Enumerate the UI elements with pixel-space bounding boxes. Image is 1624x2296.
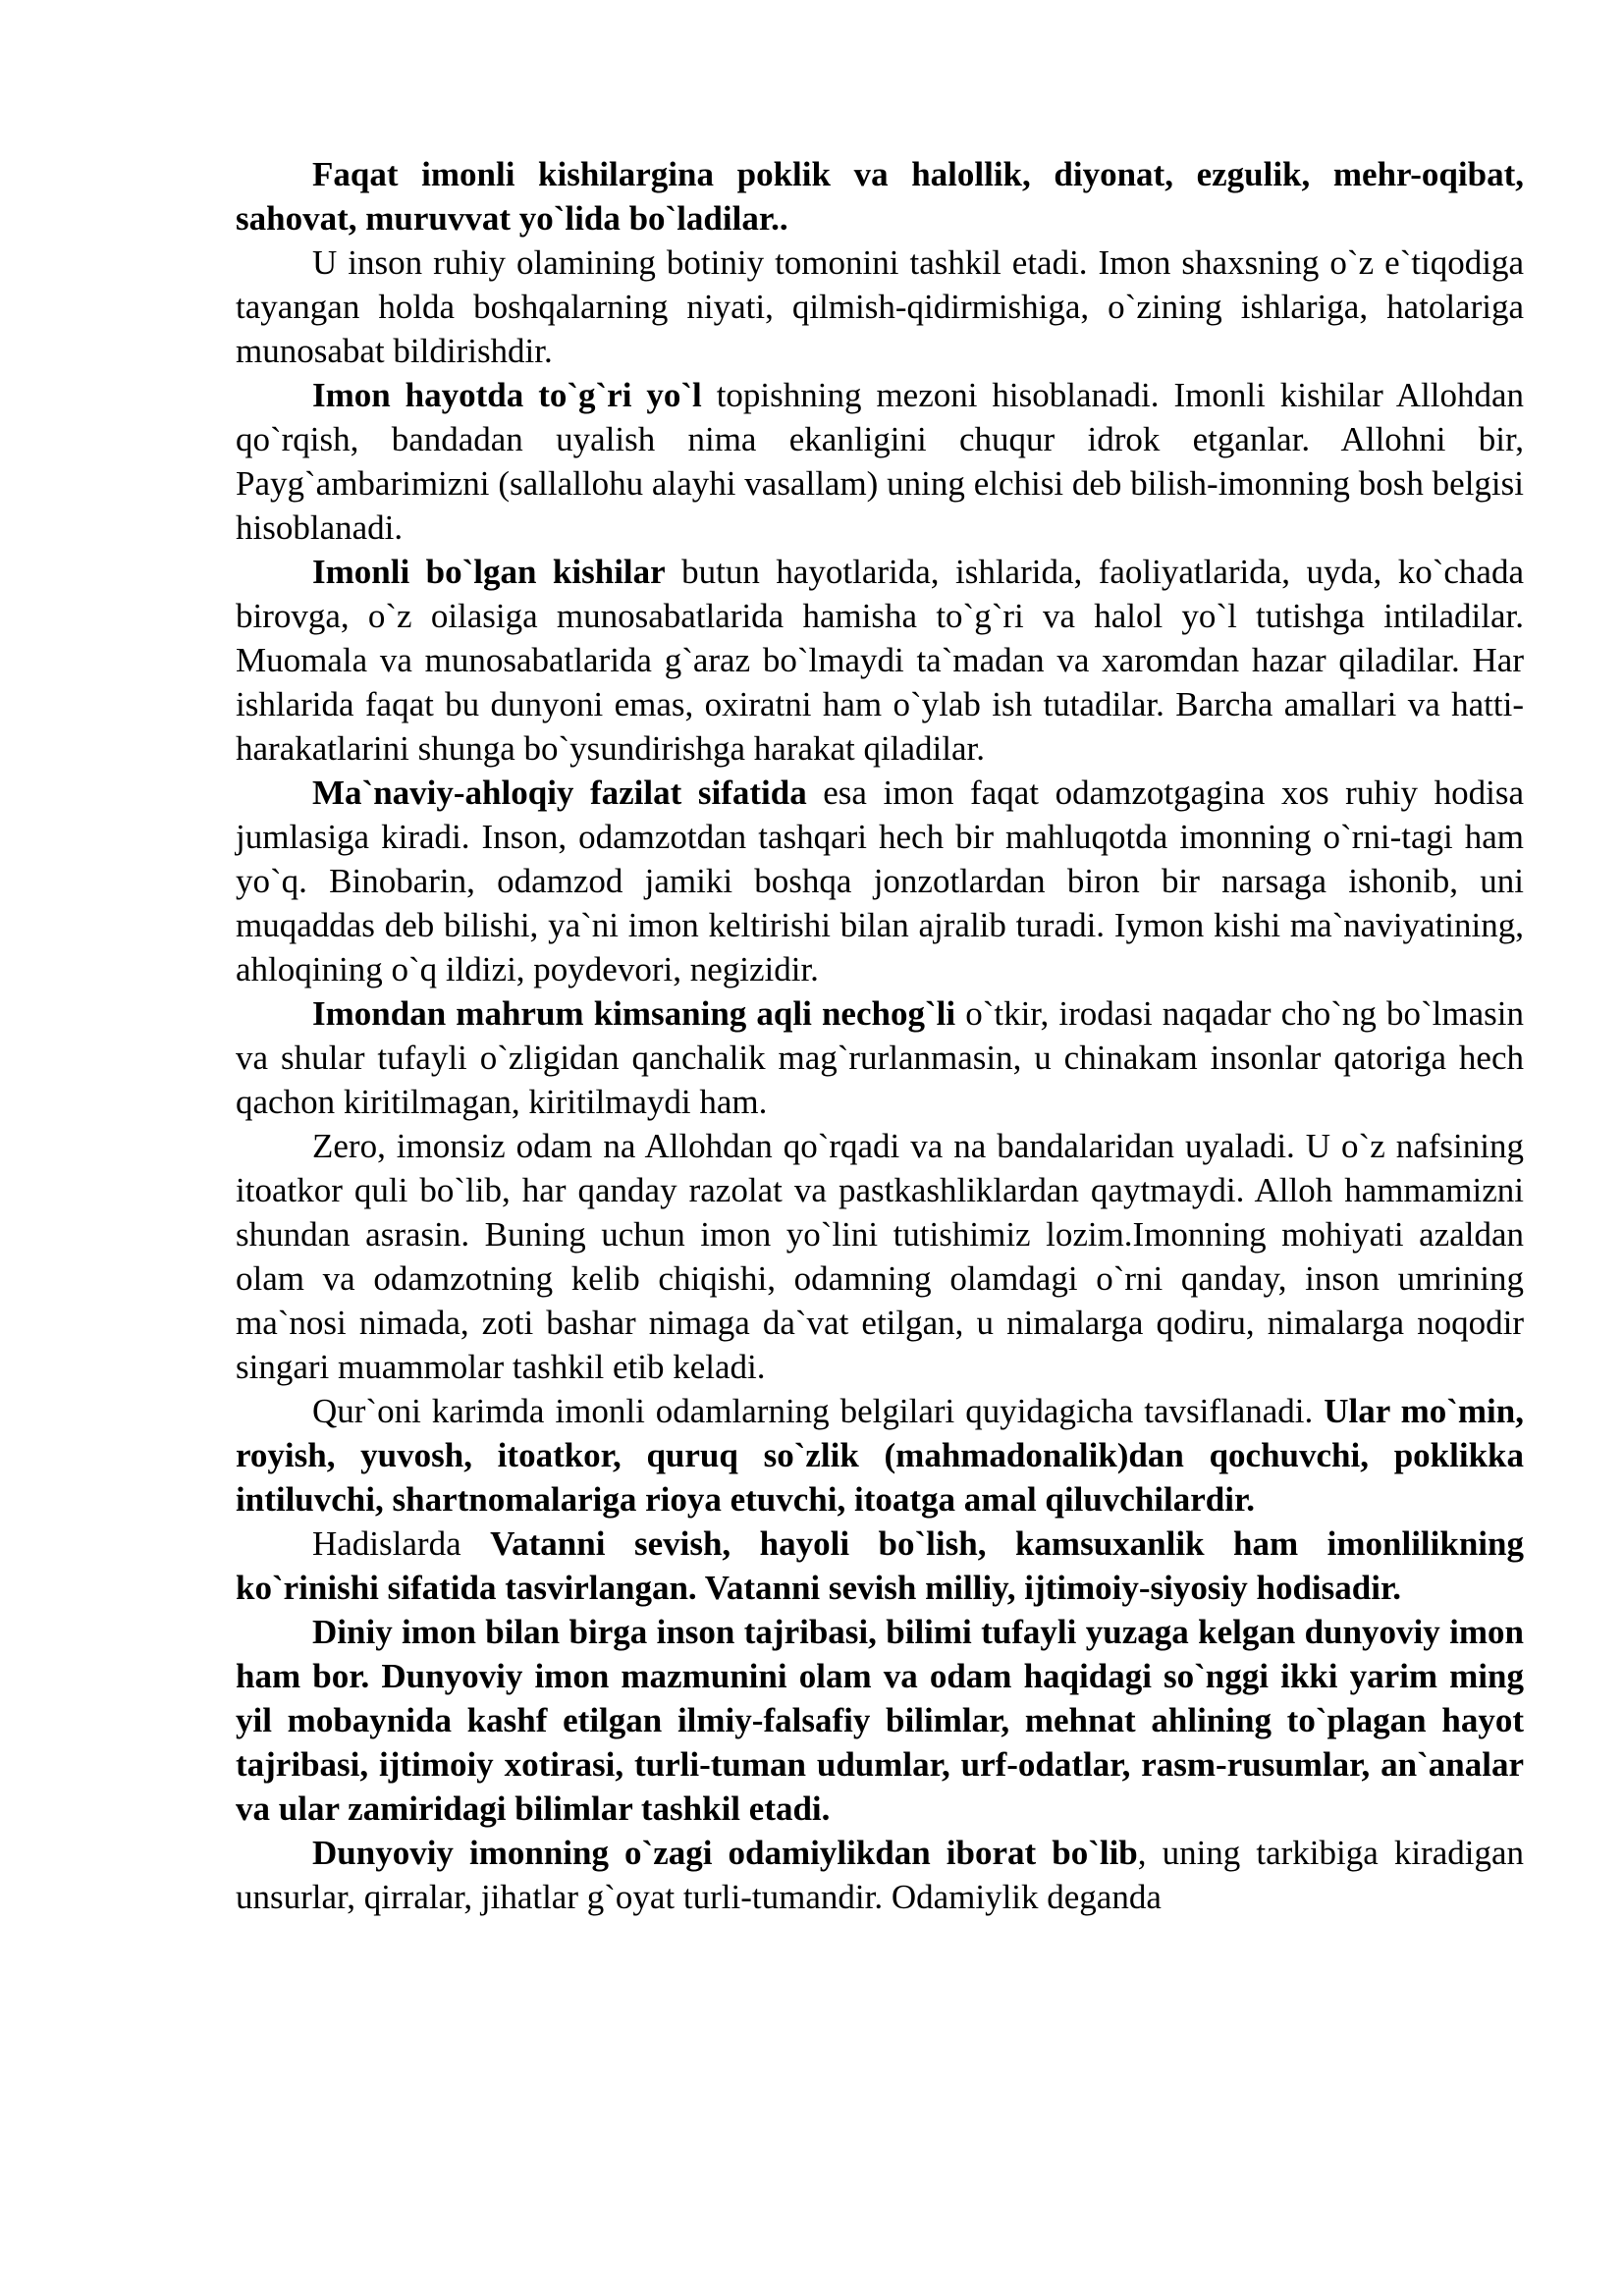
body-text: o`tkir, irodasi naqadar cho`ng bo`lmasin va shular tufayli o`zligidan qanchalik mag`rurlanmasin, u chinakam insonlar qatoriga hech qachon kiritilmagan, kiritilmaydi ham.	[236, 994, 1524, 1121]
paragraph-6	[236, 991, 1524, 1124]
body-text: esa imon faqat odamzotgagina xos ruhiy hodisa jumlasiga kiradi. Inson, odamzotdan tashqari hech bir mahluqotda imonning o`rni-tagi ham yo`q. Binobarin, odamzod jamiki boshqa jonzotlardan biron bir narsaga ishonib, uni muqaddas deb bilishi, ya`ni imon keltirishi bilan ajralib turadi. Iymon kishi ma`naviyatining, ahloqining o`q ildizi, poydevori, negizidir.	[236, 774, 1524, 988]
body-text: butun hayotlarida, ishlarida, faoliyatlarida, uyda, ko`chada birovga, o`z oilasiga munosabatlarida hamisha to`g`ri va halol yo`l tutishga intiladilar. Muomala va munosabatlarida g`araz bo`lmaydi ta`madan va xaromdan hazar qiladilar. Har ishlarida faqat bu dunyoni emas, oxiratni ham o`ylab ish tutadilar. Barcha amallari va hatti-harakatlarini shunga bo`ysundirishga harakat qiladilar.	[236, 553, 1524, 768]
paragraph-3	[236, 373, 1524, 550]
bold-text: Imonli bo`lgan kishilar	[312, 553, 666, 591]
body-text: U inson ruhiy olamining botiniy tomonini tashkil etadi. Imon shaxsning o`z e`tiqodiga tayangan holda boshqalarning niyati, qilmish-qidirmishiga, o`zining ishlariga, hatolariga munosabat bildirishdir.	[236, 243, 1524, 370]
paragraph-9	[236, 1522, 1524, 1610]
body-text: topishning mezoni hisoblanadi. Imonli kishilar Allohdan qo`rqish, bandadan uyalish nima ekanligini chuqur idrok etganlar. Allohni bir, Payg`ambarimizni (sallallohu alayhi vasallam) uning elchisi deb bilish-imonning bosh belgisi hisoblanadi.	[236, 376, 1524, 547]
body-text: Qur`oni karimda imonli odamlarning belgilari quyidagicha tavsiflanadi.	[312, 1392, 1325, 1430]
paragraph-7	[236, 1124, 1524, 1389]
bold-text: Faqat imonli kishilargina poklik va halollik, diyonat, ezgulik, mehr-oqibat, sahovat, muruvvat yo`lida bo`ladilar..	[236, 155, 1524, 238]
paragraph-2	[236, 240, 1524, 373]
bold-text: Diniy imon bilan birga inson tajribasi, bilimi tufayli yuzaga kelgan dunyoviy imon ham bor. Dunyoviy imon mazmunini olam va odam haqidagi so`nggi ikki yarim ming yil mobaynida kashf etilgan ilmiy-falsafiy bilimlar, mehnat ahlining to`plagan hayot tajribasi, ijtimoiy xotirasi, turli-tuman udumlar, urf-odatlar, rasm-rusumlar, an`analar va ular zamiridagi bilimlar tashkil etadi.	[236, 1613, 1524, 1828]
paragraph-1	[236, 152, 1524, 240]
bold-text: Ular mo`min, royish, yuvosh, itoatkor, quruq so`zlik (mahmadonalik)dan qochuvchi, poklikka intiluvchi, shartnomalariga rioya etuvchi, itoatga amal qiluvchilardir.	[236, 1392, 1524, 1519]
body-text: Hadislarda	[312, 1524, 491, 1563]
bold-text: Ma`naviy-ahloqiy fazilat sifatida	[312, 774, 807, 812]
bold-text: Vatanni sevish, hayoli bo`lish, kamsuxanlik ham imonlilikning ko`rinishi sifatida tasvirlangan. Vatanni sevish milliy, ijtimoiy-siyosiy hodisadir.	[236, 1524, 1524, 1607]
bold-text: Imon hayotda to`g`ri yo`l	[312, 376, 702, 414]
paragraph-10	[236, 1610, 1524, 1831]
paragraph-5	[236, 771, 1524, 991]
paragraph-11	[236, 1831, 1524, 1919]
paragraph-8	[236, 1389, 1524, 1522]
body-text: Zero, imonsiz odam na Allohdan qo`rqadi va na bandalaridan uyaladi. U o`z nafsining itoatkor quli bo`lib, har qanday razolat va pastkashliklardan qaytmaydi. Alloh hammamizni shundan asrasin. Buning uchun imon yo`lini tutishimiz lozim.Imonning mohiyati azaldan olam va odamzotning kelib chiqishi, odamning olamdagi o`rni qanday, inson umrining ma`nosi nimada, zoti bashar nimaga da`vat etilgan, u nimalarga qodiru, nimalarga noqodir singari muammolar tashkil etib keladi.	[236, 1127, 1524, 1386]
body-text: , uning tarkibiga kiradigan unsurlar, qirralar, jihatlar g`oyat turli-tumandir. Odamiylik deganda	[236, 1834, 1524, 1916]
bold-text: Imondan mahrum kimsaning aqli nechog`li	[312, 994, 956, 1033]
document-page	[236, 152, 1524, 1919]
paragraph-4	[236, 550, 1524, 771]
bold-text: Dunyoviy imonning o`zagi odamiylikdan iborat bo`lib	[312, 1834, 1138, 1872]
